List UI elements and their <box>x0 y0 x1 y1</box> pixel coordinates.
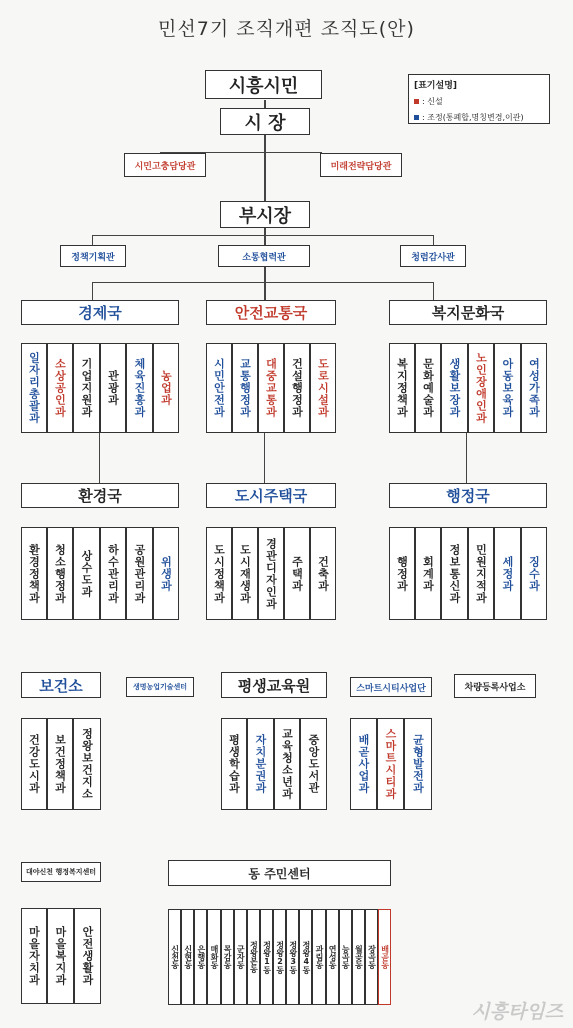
dong-center <box>168 860 391 886</box>
dept-label: 평생학습과 <box>227 734 241 794</box>
dong-center-label: 동 주민센터 <box>248 866 311 881</box>
dept-column <box>232 343 258 433</box>
dept-column <box>247 718 274 810</box>
smart-city-label: 스마트시티사업단 <box>356 683 426 694</box>
dept-label: 주택과 <box>290 555 304 592</box>
dept-column <box>126 343 153 433</box>
dept-label: 환경정책과 <box>27 543 41 604</box>
dong-item <box>260 909 273 1005</box>
dept-column <box>74 908 101 1004</box>
dept-column <box>100 527 126 620</box>
dept-label: 회계과 <box>421 555 435 592</box>
dept-label: 도로시설과 <box>316 358 330 418</box>
administration-bureau-label: 행정국 <box>446 487 490 505</box>
dong-item <box>326 909 339 1005</box>
dept-column <box>21 908 47 1004</box>
dong-item <box>247 909 260 1005</box>
dong-item <box>221 909 234 1005</box>
dept-column <box>126 527 153 620</box>
dong-item <box>168 909 181 1005</box>
dong-item <box>234 909 247 1005</box>
legend-adjust-label: : 조정(통폐합,명칭변경,이관) <box>422 113 524 122</box>
dept-column <box>521 343 547 433</box>
dong-label: 신현동 <box>183 945 193 969</box>
policy-planning-officer <box>60 245 126 267</box>
vice-mayor-box <box>220 201 310 228</box>
dong-label: 목감동 <box>223 945 233 969</box>
dong-label: 과림동 <box>314 945 324 969</box>
dept-label: 도시정책과 <box>212 543 226 604</box>
dept-label: 생활보장과 <box>448 358 461 418</box>
dept-label: 행정과 <box>395 555 409 592</box>
dong-item <box>312 909 325 1005</box>
dept-label: 문화예술과 <box>421 358 435 418</box>
dong-item <box>286 909 299 1005</box>
dept-column <box>21 343 47 433</box>
dept-label: 아동보육과 <box>501 358 514 418</box>
dept-label: 노인장애인과 <box>474 352 488 424</box>
dept-label: 건강도시과 <box>27 734 41 794</box>
dept-label: 상수도과 <box>80 549 93 598</box>
dong-item <box>299 909 312 1005</box>
policy-planning-label: 정책기획관 <box>71 252 115 263</box>
dept-label: 민원지적과 <box>474 543 488 604</box>
dept-column <box>468 343 494 433</box>
legend-new <box>414 96 544 107</box>
dong-label: 정왕1동 <box>262 940 272 974</box>
dong-item <box>378 909 391 1005</box>
mayor-box <box>220 108 310 135</box>
dong-label: 정왕본동 <box>249 941 259 973</box>
dept-column <box>494 527 521 620</box>
environment-bureau <box>21 483 179 508</box>
dept-column <box>274 718 300 810</box>
dept-label: 위생과 <box>159 555 173 592</box>
dong-label: 능곡동 <box>341 945 351 969</box>
adjust-color-swatch <box>414 115 419 120</box>
dept-label: 정왕보건지소 <box>80 728 94 800</box>
communication-officer <box>218 245 310 267</box>
dong-label: 은행동 <box>196 945 206 969</box>
dept-column <box>153 343 179 433</box>
dept-label: 마을복지과 <box>54 926 67 986</box>
dong-item <box>339 909 352 1005</box>
dept-column <box>47 908 74 1004</box>
integrity-audit-label: 청렴감사관 <box>411 252 455 263</box>
dong-label: 군자동 <box>236 945 246 969</box>
citizen-label: 시흥시민 <box>228 75 299 97</box>
legend-adjust <box>414 112 544 123</box>
dong-item <box>365 909 378 1005</box>
dept-label: 경관디자인과 <box>264 537 278 610</box>
dept-label: 기업지원과 <box>80 358 93 418</box>
dept-label: 건설행정과 <box>290 358 304 418</box>
welfare-center-label: 대야신천 행정복지센터 <box>25 868 97 876</box>
future-strategy-officer <box>320 153 402 177</box>
dept-column <box>310 343 336 433</box>
dong-label: 정왕4동 <box>301 940 311 974</box>
integrity-audit-officer <box>400 245 466 267</box>
dept-label: 교육청소년과 <box>280 728 294 800</box>
dept-column <box>47 527 73 620</box>
dept-column <box>404 718 432 810</box>
vehicle-registration-label: 차량등록사업소 <box>464 682 526 693</box>
lifelong-education-label: 평생교육원 <box>237 676 311 695</box>
legend-heading: [표기설명] <box>414 81 458 91</box>
mayor-label: 시 장 <box>244 112 286 134</box>
dong-label: 매화동 <box>209 945 219 969</box>
dept-column <box>310 527 336 620</box>
dong-item <box>194 909 207 1005</box>
health-center-label: 보건소 <box>39 676 83 695</box>
dept-column <box>73 527 100 620</box>
dept-column <box>221 718 247 810</box>
smart-city-division <box>350 677 432 697</box>
dept-column <box>258 343 284 433</box>
environment-bureau-label: 환경국 <box>78 487 122 505</box>
dept-column <box>258 527 284 620</box>
dept-label: 소상공인과 <box>53 358 67 418</box>
economy-bureau <box>21 300 179 325</box>
dong-label: 정왕2동 <box>275 940 285 974</box>
communication-label: 소통협력관 <box>242 252 286 263</box>
dong-label: 연성동 <box>328 945 338 969</box>
dept-column <box>206 527 232 620</box>
citizen-box <box>205 70 322 99</box>
dept-label: 공원관리과 <box>133 543 146 604</box>
dong-item <box>273 909 286 1005</box>
legend <box>408 74 550 124</box>
dept-label: 스마트시티과 <box>384 728 397 800</box>
dept-label: 배곧사업과 <box>357 734 370 794</box>
agri-tech-center <box>126 677 194 697</box>
dept-label: 관광과 <box>106 370 120 406</box>
urban-housing-bureau <box>206 483 336 508</box>
legend-new-label: : 신설 <box>422 97 443 106</box>
dept-column <box>153 527 179 620</box>
dept-column <box>300 718 327 810</box>
dept-column <box>377 718 404 810</box>
dept-column <box>100 343 126 433</box>
dept-column <box>284 527 310 620</box>
dept-column <box>206 343 232 433</box>
dept-label: 일자리총괄과 <box>27 352 41 424</box>
welfare-center <box>21 862 101 882</box>
vice-mayor-label: 부시장 <box>238 205 292 227</box>
dept-label: 하수관리과 <box>106 543 120 604</box>
dept-label: 징수과 <box>527 555 541 592</box>
dept-label: 세정과 <box>501 555 514 592</box>
dept-label: 보건정책과 <box>53 734 67 794</box>
dept-label: 체육진흥과 <box>133 358 146 418</box>
dong-label: 신천동 <box>170 945 180 969</box>
dong-item <box>181 909 194 1005</box>
citizen-grievance-officer <box>124 153 206 177</box>
dong-label: 월곶동 <box>354 945 364 969</box>
dept-column <box>47 343 73 433</box>
welfare-culture-bureau <box>389 300 547 325</box>
chart-title: 민선7기 조직개편 조직도(안) <box>158 18 415 40</box>
health-center <box>21 672 101 698</box>
dong-label: 장곡동 <box>367 945 377 969</box>
safety-traffic-bureau-label: 안전교통국 <box>234 304 308 322</box>
watermark: 시흥타임즈 <box>471 1001 563 1023</box>
dept-label: 정보통신과 <box>448 543 461 604</box>
dept-column <box>521 527 547 620</box>
dept-label: 마을자치과 <box>27 926 41 986</box>
dong-label: 배곧동 <box>380 945 390 969</box>
dept-label: 교통행정과 <box>238 358 252 418</box>
vehicle-registration-office <box>454 674 536 698</box>
economy-bureau-label: 경제국 <box>78 304 122 322</box>
dept-column <box>389 527 415 620</box>
dept-label: 대중교통과 <box>264 358 278 418</box>
dept-column <box>415 343 441 433</box>
lifelong-education-center <box>221 672 327 698</box>
dept-column <box>73 343 100 433</box>
dept-label: 농업과 <box>159 370 173 406</box>
dept-label: 여성가족과 <box>527 358 541 418</box>
dong-list <box>168 909 391 1005</box>
dept-label: 자치분권과 <box>254 734 267 794</box>
new-color-swatch <box>414 99 419 104</box>
dept-column <box>284 343 310 433</box>
welfare-culture-bureau-label: 복지문화국 <box>431 304 505 322</box>
dept-column <box>415 527 441 620</box>
dong-label: 정왕3동 <box>288 940 298 974</box>
dept-label: 균형발전과 <box>411 734 425 794</box>
dept-label: 청소행정과 <box>53 543 67 604</box>
administration-bureau <box>389 483 547 508</box>
dept-label: 복지정책과 <box>395 358 409 418</box>
dept-column <box>47 718 73 810</box>
dong-item <box>352 909 365 1005</box>
dept-label: 시민안전과 <box>212 358 226 418</box>
dept-column <box>468 527 494 620</box>
dept-column <box>441 527 468 620</box>
dept-column <box>232 527 258 620</box>
dept-label: 안전생활과 <box>81 926 94 986</box>
citizen-grievance-label: 시민고충담당관 <box>134 161 196 172</box>
dept-column <box>494 343 521 433</box>
dept-label: 건축과 <box>316 555 330 592</box>
dept-column <box>389 343 415 433</box>
future-strategy-label: 미래전략담당관 <box>330 161 392 172</box>
safety-traffic-bureau <box>206 300 336 325</box>
dept-label: 도시재생과 <box>238 543 252 604</box>
dept-column <box>350 718 377 810</box>
dept-column <box>21 718 47 810</box>
agri-tech-center-label: 생명농업기술센터 <box>132 683 188 691</box>
dept-column <box>441 343 468 433</box>
dept-column <box>73 718 101 810</box>
dept-label: 중앙도서관 <box>307 734 320 794</box>
urban-housing-bureau-label: 도시주택국 <box>234 487 308 505</box>
dept-column <box>21 527 47 620</box>
dong-item <box>207 909 220 1005</box>
